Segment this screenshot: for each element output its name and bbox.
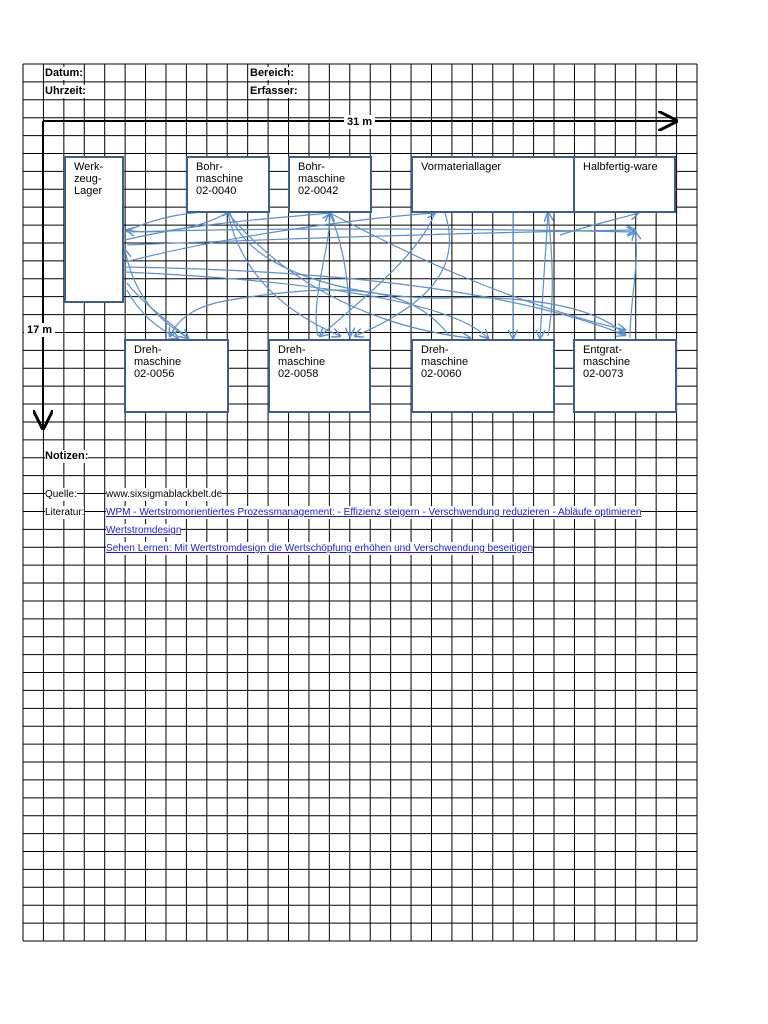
station-vormateriallager[interactable] [411,156,576,213]
station-line: 02-0060 [421,368,462,380]
literatur-label: Literatur: [45,507,85,518]
width-dimension-label: 31 m [344,115,375,129]
material-flow-lines [125,212,638,338]
station-drehmaschine-0058[interactable] [268,339,371,413]
station-bohrmaschine-0040[interactable] [186,156,270,213]
station-bohrmaschine-0042[interactable] [288,156,372,213]
station-line: 02-0040 [196,185,237,197]
literatur-link-sehen-lernen[interactable]: Sehen Lernen: Mit Wertstromdesign die Wertschöpfung erhöhen und Verschwendung beseitigen [106,543,534,554]
station-werkzeuglager[interactable] [64,156,124,303]
station-line: maschine [583,356,631,368]
height-dimension-label: 17 m [24,323,55,337]
station-line: maschine [421,356,469,368]
datum-label: Datum: [45,67,83,79]
station-halbfertigware[interactable] [573,156,676,213]
station-line: Bohr- [196,161,223,173]
bereich-label: Bereich: [250,67,295,79]
quelle-label: Quelle: [45,489,77,500]
station-line: 02-0056 [134,368,175,380]
literatur-link-wertstromdesign[interactable]: Wertstromdesign [106,525,182,536]
station-line: Dreh- [134,344,162,356]
literatur-link-wpm[interactable]: WPM - Wertstromorientiertes Prozessmanagement: - Effizienz steigern - Verschwendung reduzieren - Abläufe optimieren [106,507,642,518]
erfasser-label: Erfasser: [250,85,298,97]
quelle-value: www.sixsigmablackbelt.de [106,489,223,500]
station-drehmaschine-0056[interactable] [124,339,229,413]
station-line: Halbfertig-ware [583,161,658,173]
notizen-label: Notizen: [45,450,89,462]
station-line: 02-0058 [278,368,319,380]
station-line: Vormateriallager [421,161,502,173]
station-line: Werk- [74,161,104,173]
station-line: Bohr- [298,161,325,173]
station-drehmaschine-0060[interactable] [411,339,555,413]
station-line: Dreh- [278,344,306,356]
uhrzeit-label: Uhrzeit: [45,85,86,97]
station-line: maschine [134,356,182,368]
station-line: 02-0073 [583,368,624,380]
station-line: maschine [298,173,346,185]
station-line: zeug- [74,173,102,185]
station-line: Entgrat- [583,344,623,356]
station-line: Dreh- [421,344,449,356]
station-line: maschine [278,356,326,368]
station-line: Lager [74,185,103,197]
station-line: 02-0042 [298,185,339,197]
station-line: maschine [196,173,244,185]
station-entgratmaschine-0073[interactable] [573,339,677,413]
